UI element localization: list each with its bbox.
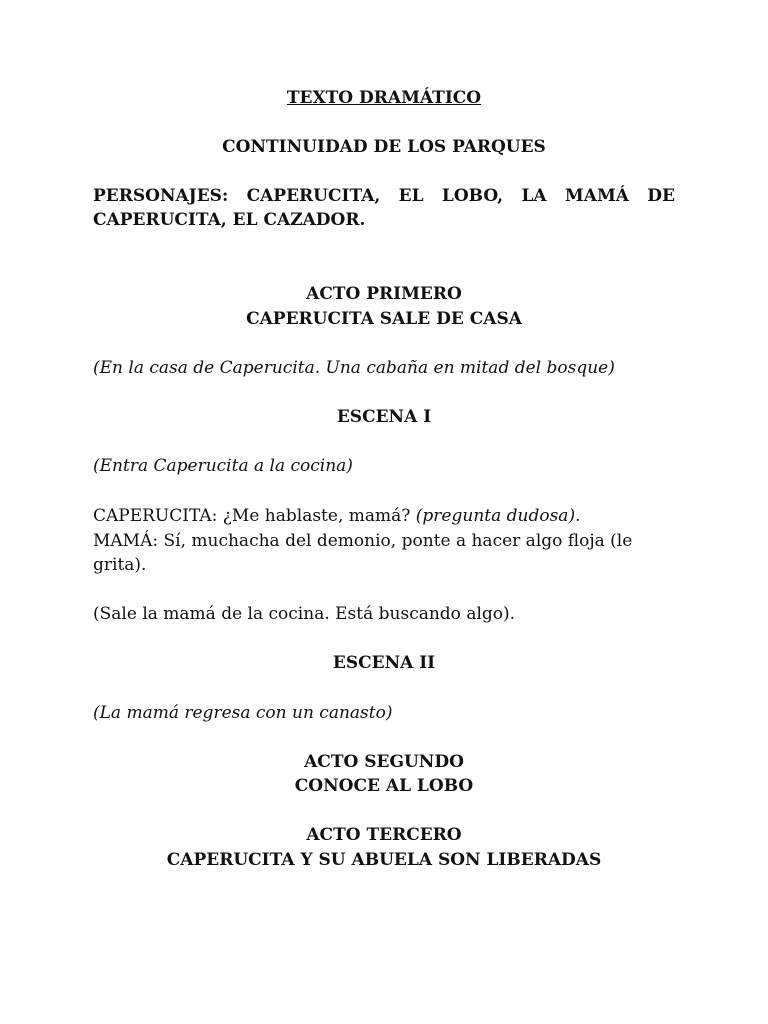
scene-1-heading: ESCENA I bbox=[336, 407, 432, 427]
dialogue-line-mama: MAMÁ: Sí, muchacha del demonio, ponte a hacer algo floja (le grita). bbox=[93, 531, 633, 575]
act-1-heading: ACTO PRIMERO bbox=[306, 284, 462, 304]
act-1-stage-direction: (En la casa de Caperucita. Una cabaña en mitad del bosque) bbox=[93, 358, 615, 378]
scene-1-stage-direction: (Entra Caperucita a la cocina) bbox=[93, 456, 353, 476]
act-2-heading: ACTO SEGUNDO bbox=[304, 752, 464, 772]
act-3-heading: ACTO TERCERO bbox=[306, 825, 462, 845]
characters-line-2: CAPERUCITA, EL CAZADOR. bbox=[93, 210, 366, 230]
dialogue-text: CAPERUCITA: ¿Me hablaste, mamá? bbox=[93, 506, 411, 526]
act-3-subheading: CAPERUCITA Y SU ABUELA SON LIBERADAS bbox=[166, 850, 602, 870]
scene-1-action: (Sale la mamá de la cocina. Está buscando algo). bbox=[93, 604, 516, 624]
scene-2-heading: ESCENA II bbox=[332, 653, 436, 673]
dialogue-direction: (pregunta dudosa). bbox=[415, 506, 581, 526]
scene-2-stage-direction: (La mamá regresa con un canasto) bbox=[93, 703, 393, 723]
characters-line-1: PERSONAJES: CAPERUCITA, EL LOBO, LA MAMÁ DE bbox=[93, 186, 675, 206]
act-1-subheading: CAPERUCITA SALE DE CASA bbox=[246, 309, 522, 329]
play-title: CONTINUIDAD DE LOS PARQUES bbox=[222, 137, 546, 157]
dialogue-line-caperucita bbox=[93, 504, 580, 528]
act-2-subheading: CONOCE AL LOBO bbox=[294, 776, 474, 796]
document-title: TEXTO DRAMÁTICO bbox=[286, 88, 482, 108]
